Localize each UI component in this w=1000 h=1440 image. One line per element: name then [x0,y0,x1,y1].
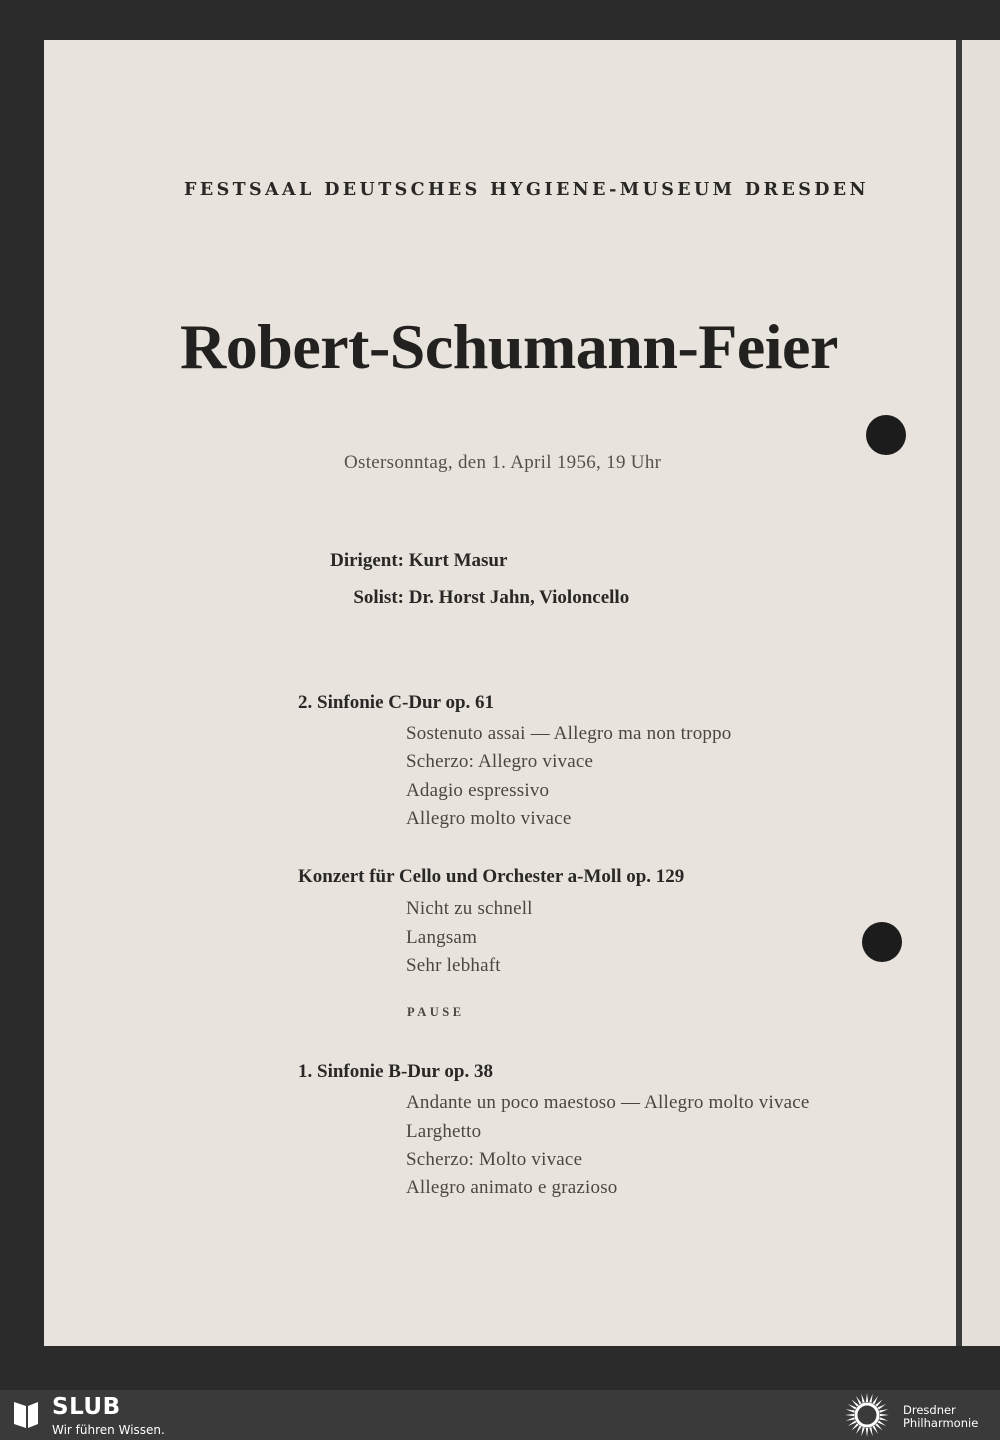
work-title: 1. Sinfonie B-Dur op. 38 [298,1061,493,1082]
concert-date: Ostersonntag, den 1. April 1956, 19 Uhr [344,452,662,473]
movement-item: Sehr lebhaft [406,955,501,976]
movement-item: Larghetto [406,1121,482,1142]
movement-item: Allegro animato e grazioso [406,1177,618,1198]
movement-item: Allegro molto vivace [406,808,572,829]
slub-logo-text[interactable]: SLUB [52,1394,121,1420]
conductor-role: Dirigent: [330,550,404,571]
philharmonie-name-line1: Dresdner [903,1403,956,1417]
conductor-line [318,550,507,572]
movement-item: Nicht zu schnell [406,898,533,919]
adjacent-page-edge [962,40,1000,1346]
pause-label: PAUSE [407,1005,465,1019]
punch-hole-top [866,415,906,455]
work-title: 2. Sinfonie C-Dur op. 61 [298,692,495,713]
venue-heading: FESTSAAL DEUTSCHES HYGIENE-MUSEUM DRESDEN [184,180,869,200]
work-title: Konzert für Cello und Orchester a-Moll op. 129 [298,866,685,887]
movement-item: Scherzo: Molto vivace [406,1149,583,1170]
philharmonie-sunburst-logo[interactable] [842,1391,892,1439]
book-icon [12,1398,40,1430]
soloist-name: Dr. Horst Jahn, Violoncello [408,587,630,608]
punch-hole-bottom [862,922,902,962]
program-title: Robert-Schumann-Feier [180,311,838,382]
soloist-line [318,587,629,609]
slub-tagline: Wir führen Wissen. [52,1423,165,1437]
movement-item: Adagio espressivo [406,780,550,801]
movement-item: Sostenuto assai — Allegro ma non troppo [406,723,732,744]
soloist-role: Solist: [353,587,404,608]
movement-item: Scherzo: Allegro vivace [406,751,594,772]
movement-item: Langsam [406,927,478,948]
conductor-name: Kurt Masur [408,550,508,571]
movement-item: Andante un poco maestoso — Allegro molto vivace [406,1092,810,1113]
philharmonie-name-line2: Philharmonie [903,1416,979,1430]
philharmonie-name[interactable] [903,1404,998,1430]
